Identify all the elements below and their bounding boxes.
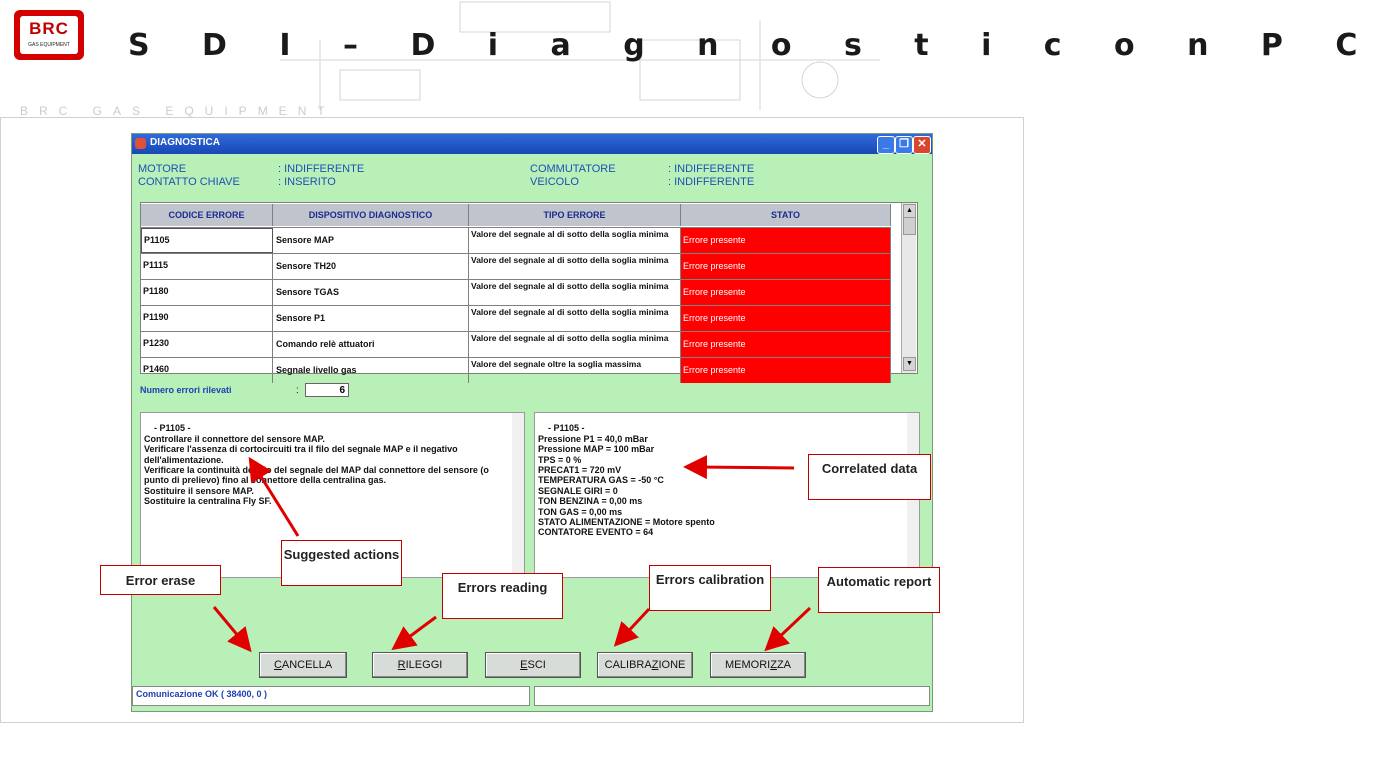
logo-subtext: GAS EQUIPMENT bbox=[28, 42, 70, 48]
cancella-button[interactable]: CANCELLA bbox=[259, 652, 347, 678]
callout-suggested-actions: Suggested actions bbox=[281, 540, 402, 586]
info-value: : INSERITO bbox=[278, 176, 336, 188]
cell-code: P1190 bbox=[141, 306, 273, 331]
table-row[interactable] bbox=[141, 227, 891, 253]
calibrazione-button[interactable]: CALIBRAZIONE bbox=[597, 652, 693, 678]
cell-type: Valore del segnale al di sotto della soglia minima bbox=[469, 280, 681, 305]
esci-button[interactable]: ESCI bbox=[485, 652, 581, 678]
cell-status: Errore presente bbox=[681, 332, 891, 357]
table-row[interactable] bbox=[141, 253, 891, 279]
table-row[interactable] bbox=[141, 279, 891, 305]
cell-code: P1230 bbox=[141, 332, 273, 357]
brc-logo bbox=[14, 10, 84, 60]
cell-device: Sensore TH20 bbox=[273, 254, 469, 279]
cell-type: Valore del segnale oltre la soglia massima bbox=[469, 358, 681, 383]
cell-type: Valore del segnale al di sotto della soglia minima bbox=[469, 306, 681, 331]
logo-text: BRC bbox=[29, 19, 69, 38]
callout-errors-reading: Errors reading bbox=[442, 573, 563, 619]
info-label: COMMUTATORE bbox=[530, 163, 616, 175]
cell-code: P1460 bbox=[141, 358, 273, 383]
cell-code: P1115 bbox=[141, 254, 273, 279]
memorizza-button[interactable]: MEMORIZZA bbox=[710, 652, 806, 678]
info-contatto-chiave bbox=[138, 176, 336, 188]
cell-type: Valore del segnale al di sotto della soglia minima bbox=[469, 332, 681, 357]
restore-icon[interactable]: ❐ bbox=[895, 136, 913, 154]
table-row[interactable] bbox=[141, 331, 891, 357]
cell-device: Comando relè attuatori bbox=[273, 332, 469, 357]
slide-subtitle: BRC GAS EQUIPMENT bbox=[20, 104, 336, 118]
cell-status: Errore presente bbox=[681, 358, 891, 383]
info-label: VEICOLO bbox=[530, 176, 579, 188]
text-scrollbar[interactable] bbox=[512, 413, 524, 577]
cell-status: Errore presente bbox=[681, 254, 891, 279]
info-commutatore bbox=[530, 163, 754, 175]
cell-device: Sensore MAP bbox=[273, 228, 469, 253]
cell-device: Sensore P1 bbox=[273, 306, 469, 331]
errors-count-label: Numero errori rilevati bbox=[140, 385, 232, 395]
callout-correlated-data: Correlated data bbox=[808, 454, 931, 500]
scroll-thumb[interactable] bbox=[903, 217, 916, 235]
callout-automatic-report: Automatic report bbox=[818, 567, 940, 613]
cell-device: Segnale livello gas bbox=[273, 358, 469, 383]
cell-code: P1180 bbox=[141, 280, 273, 305]
callout-error-erase: Error erase bbox=[100, 565, 221, 595]
cell-code: P1105 bbox=[141, 228, 273, 253]
info-value: : INDIFFERENTE bbox=[278, 163, 365, 175]
rileggi-button[interactable]: RILEGGI bbox=[372, 652, 468, 678]
info-value: : INDIFFERENTE bbox=[668, 163, 755, 175]
column-header-device[interactable]: DISPOSITIVO DIAGNOSTICO bbox=[273, 204, 469, 226]
cell-status: Errore presente bbox=[681, 306, 891, 331]
correlated-data-content: - P1105 - Pressione P1 = 40,0 mBar Pressione MAP = 100 mBar TPS = 0 % PRECAT1 = 720 mV TEMPERATURA GAS = -50 °C SEGNALE GIRI = 0 TON BENZINA = 0,00 ms TON GAS = 0,00 ms STATO ALIMENTAZIONE = Motore spento CONTATORE EVENTO = 64 bbox=[538, 423, 715, 538]
slide-title: S D I – D i a g n o s t i c o n P C bbox=[128, 28, 1378, 63]
errors-count-separator: : bbox=[296, 385, 299, 396]
table-row[interactable] bbox=[141, 305, 891, 331]
cell-status: Errore presente bbox=[681, 280, 891, 305]
table-scrollbar[interactable] bbox=[901, 203, 916, 373]
info-motore bbox=[138, 163, 364, 175]
cell-type: Valore del segnale al di sotto della soglia minima bbox=[469, 254, 681, 279]
info-value: : INDIFFERENTE bbox=[668, 176, 755, 188]
cell-type: Valore del segnale al di sotto della soglia minima bbox=[469, 228, 681, 253]
column-header-type[interactable]: TIPO ERRORE bbox=[469, 204, 681, 226]
info-veicolo bbox=[530, 176, 754, 188]
info-label: MOTORE bbox=[138, 163, 187, 175]
info-label: CONTATTO CHIAVE bbox=[138, 176, 240, 188]
scroll-down-icon[interactable]: ▼ bbox=[903, 357, 916, 371]
suggested-actions-content: - P1105 - Controllare il connettore del sensore MAP. Verificare l'assenza di cortocircuiti tra il filo del segnale MAP e il negativo dell'alimentazione. Verificare la continuità del filo del segnale del MAP dal connettore del sensore (o punto di prelievo) fino al connettore della centralina gas. Sostituire il sensore MAP. Sostituire la centralina Fly SF. bbox=[144, 423, 489, 507]
cell-status: Errore presente bbox=[681, 228, 891, 253]
diagnostica-window bbox=[131, 133, 933, 712]
cell-device: Sensore TGAS bbox=[273, 280, 469, 305]
callout-errors-calibration: Errors calibration bbox=[649, 565, 771, 611]
table-row[interactable] bbox=[141, 357, 891, 383]
column-header-code[interactable]: CODICE ERRORE bbox=[141, 204, 273, 226]
column-header-status[interactable]: STATO bbox=[681, 204, 891, 226]
close-icon[interactable]: ✕ bbox=[913, 136, 931, 154]
error-table[interactable] bbox=[140, 202, 918, 374]
status-bar: Comunicazione OK ( 38400, 0 ) bbox=[132, 686, 530, 706]
window-title: DIAGNOSTICA bbox=[150, 137, 220, 148]
minimize-icon[interactable]: _ bbox=[877, 136, 895, 154]
status-bar-secondary bbox=[534, 686, 930, 706]
scroll-up-icon[interactable]: ▲ bbox=[903, 204, 916, 218]
app-icon bbox=[135, 138, 146, 149]
window-titlebar[interactable] bbox=[132, 134, 932, 154]
errors-count-field: 6 bbox=[305, 383, 349, 397]
